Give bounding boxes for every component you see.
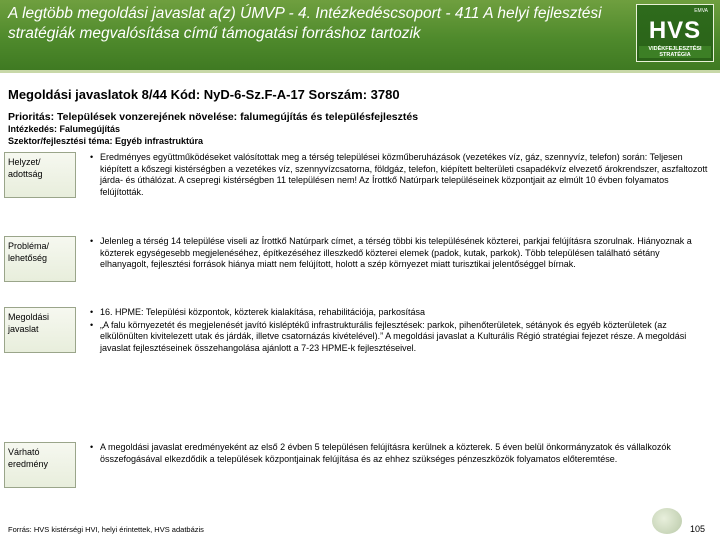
footer-source: Forrás: HVS kistérségi HVI, helyi érintettek, HVS adatbázis <box>8 525 204 534</box>
header-divider <box>0 70 720 73</box>
row-label: Várható eredmény <box>4 442 76 488</box>
row-body <box>90 307 710 355</box>
szektor-line: Szektor/fejlesztési téma: Egyéb infrastruktúra <box>8 136 204 146</box>
bullet-item: • Jelenleg a térség 14 települése viseli az Írottkő Natúrpark címet, a térség többi kis településének közterei, parkjai felújításra szorulnak. Hiányoznak a közterek egységesebb megjelenéséhez, építkezéséhez illeszkedő közterei elemek (padok, kutak, parkok). Több településen található sétány elhanyagolt, fejlesztési források hiánya miatt nem felújított, holott a szép környezet miatt turisztikai jelentőséggel bírnak. <box>90 236 710 271</box>
bullet-item: • Eredményes együttműködéseket valósítottak meg a térség települései közműberuházások (vezetékes víz, gáz, szennyvíz, telefon) során: Teljesen kiépített a kőszegi kistérségben a vezetékes víz, szennyvízcsatorna, földgáz, telefon, kiépített belterületi csapadékvíz elvezető árokrendszer, aszfaltozott járda- és úthálózat. A csepregi kistérségben 11 településen nem! Az Írottkő Natúrpark településeinek központjait az elmúlt 10 évben folyamatos felújították. <box>90 152 710 198</box>
row-label: Megoldási javaslat <box>4 307 76 353</box>
row-body <box>90 236 710 272</box>
logo-text: HVS <box>648 17 702 44</box>
page-title: Megoldási javaslatok 8/44 Kód: NyD-6-Sz.F-A-17 Sorszám: 3780 <box>8 87 400 102</box>
intezkedes-line: Intézkedés: Falumegújítás <box>8 124 121 134</box>
row-label: Probléma/ lehetőség <box>4 236 76 282</box>
footer-watermark-logo <box>652 508 682 534</box>
bullet-item: • A megoldási javaslat eredményeként az első 2 évben 5 településen felújításra kerülnek a közterek. 5 éven belül önkormányzatok és vállalkozók összefogásával elkezdődik a települések központjainak felújítása és az ehhez szükséges pénzeszközök folyamatos előteremtése. <box>90 442 710 465</box>
row-body <box>90 442 710 466</box>
prioritas-line: Prioritás: Települések vonzerejének növelése: falumegújítás és településfejlesztés <box>8 111 419 123</box>
bullet-item: • 16. HPME: Települési központok, közterek kialakítása, rehabilitációja, parkosítása <box>90 307 710 319</box>
hvs-logo <box>636 4 714 62</box>
row-body <box>90 152 710 199</box>
logo-eu-mark: EMVA <box>694 8 708 14</box>
page-number: 105 <box>690 524 706 534</box>
bullet-item: • „A falu környezetét és megjelenését javító kisléptékű infrastrukturális fejlesztések: parkok, pihenőterületek, sétányok és egyéb közterületek (az elkülönülten kivitelezett utak és járdák, illetve csatornázás kivételével).” A megoldási javaslat a Kulturális Régió stratégiai fejezet része. A megoldási javaslat fejlesztéseinek összehangolása ajánlott a 7-23 HPME-k fejlesztéseivel. <box>90 320 710 355</box>
header-title: A legtöbb megoldási javaslat a(z) ÚMVP - 4. Intézkedéscsoport - 411 A helyi fejlesztési stratégiák megvalósítása című támogatási forráshoz tartozik <box>8 5 602 42</box>
logo-subtitle: VIDÉKFEJLESZTÉSI STRATÉGIA <box>639 46 711 58</box>
header-bar <box>0 0 720 70</box>
row-label: Helyzet/ adottság <box>4 152 76 198</box>
